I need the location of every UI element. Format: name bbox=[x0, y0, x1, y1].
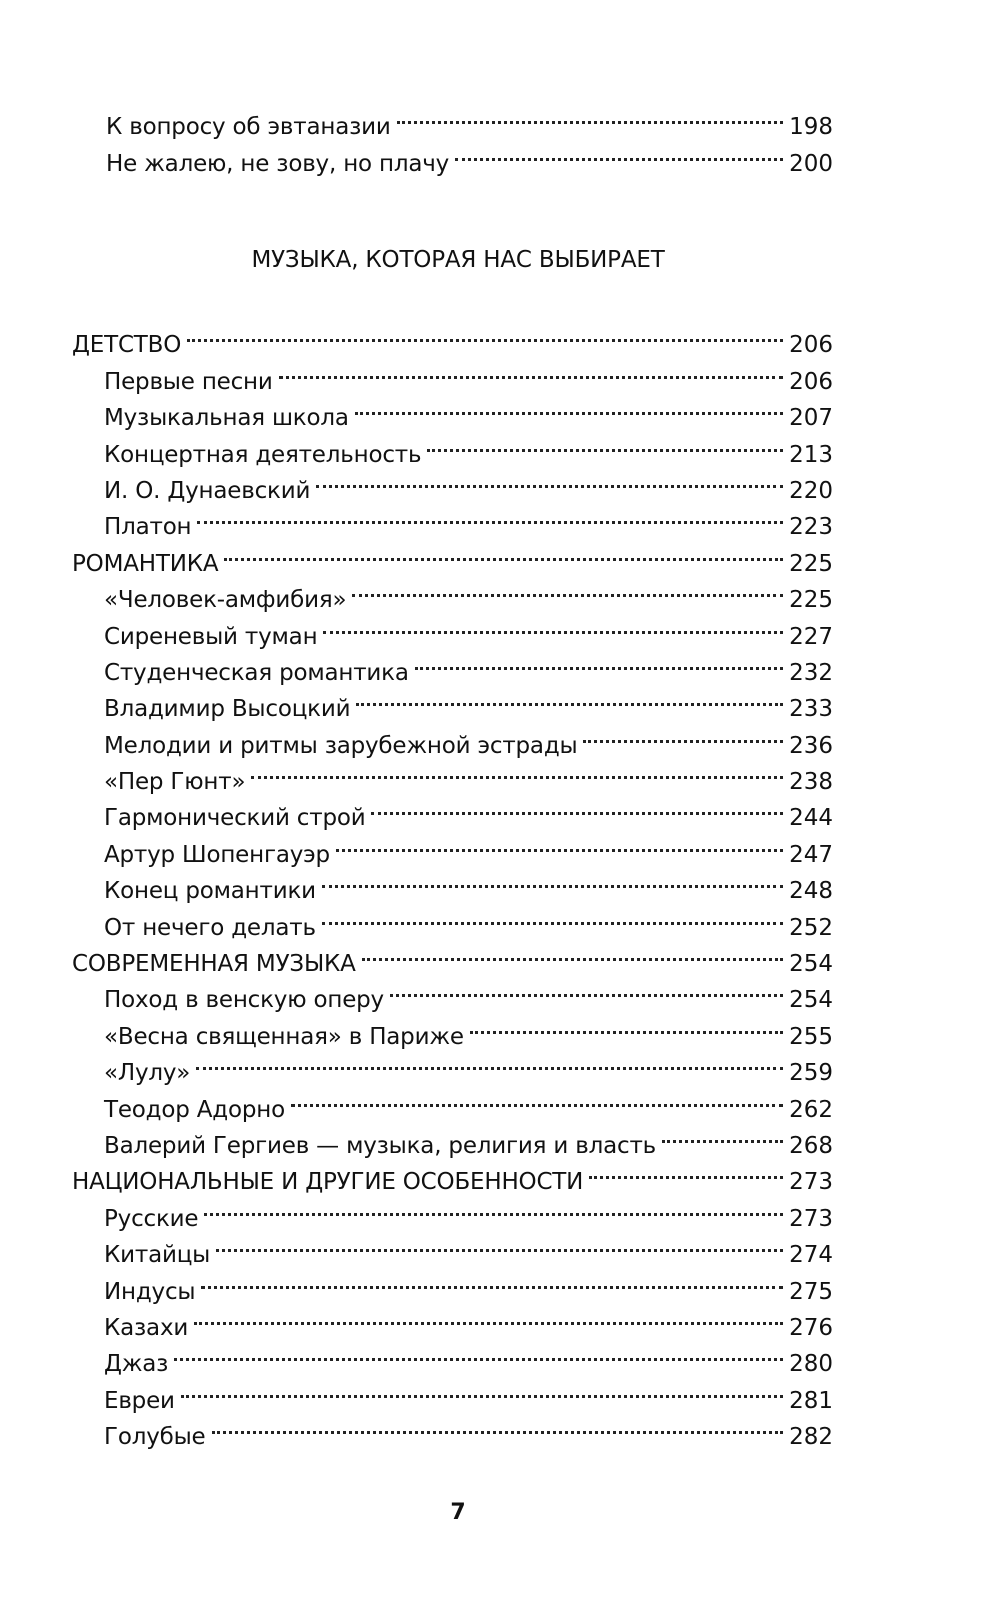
toc-entry-page: 254 bbox=[789, 951, 833, 978]
dot-leader bbox=[279, 352, 783, 388]
toc-entry-page: 268 bbox=[789, 1132, 833, 1159]
section-heading: МУЗЫКА, КОТОРАЯ НАС ВЫБИРАЕТ bbox=[251, 247, 665, 273]
toc-entry-title: Евреи bbox=[104, 1387, 175, 1414]
dot-leader bbox=[427, 425, 783, 461]
toc-entry-page: 223 bbox=[789, 514, 833, 541]
toc-entry-title: Музыкальная школа bbox=[104, 405, 349, 432]
toc-entry-title: НАЦИОНАЛЬНЫЕ И ДРУГИЕ ОСОБЕННОСТИ bbox=[72, 1169, 584, 1196]
toc-entry-page: 262 bbox=[789, 1096, 833, 1123]
toc-entry-title: «Человек-амфибия» bbox=[104, 587, 347, 614]
toc-entry-title: И. О. Дунаевский bbox=[104, 477, 311, 504]
toc-entry-page: 227 bbox=[789, 623, 833, 650]
toc-entry-page: 233 bbox=[789, 696, 833, 723]
toc-entry-page: 244 bbox=[789, 805, 833, 832]
toc-entry-title: Мелодии и ритмы зарубежной эстрады bbox=[104, 732, 578, 759]
toc-entry-page: 252 bbox=[789, 914, 833, 941]
dot-leader bbox=[216, 1226, 783, 1262]
dot-leader bbox=[371, 789, 783, 825]
toc-entry-title: «Пер Гюнт» bbox=[104, 769, 246, 796]
dot-leader bbox=[323, 607, 783, 643]
toc-entry bbox=[72, 1335, 833, 1378]
toc-entry-title: Валерий Гергиев — музыка, религия и власть bbox=[104, 1132, 657, 1159]
toc-entry bbox=[106, 98, 833, 141]
toc-entry-page: 280 bbox=[789, 1351, 833, 1378]
dot-leader bbox=[352, 571, 783, 607]
dot-leader bbox=[589, 1153, 783, 1189]
dot-leader bbox=[455, 134, 783, 170]
dot-leader bbox=[201, 1262, 783, 1298]
toc-entry-title: Сиреневый туман bbox=[104, 623, 318, 650]
dot-leader bbox=[174, 1335, 783, 1371]
toc-entry-title: Голубые bbox=[104, 1424, 206, 1451]
toc-entry-page: 206 bbox=[789, 368, 833, 395]
dot-leader bbox=[470, 1007, 783, 1043]
toc-entry-title: «Лулу» bbox=[104, 1060, 191, 1087]
dot-leader bbox=[197, 498, 783, 534]
dot-leader bbox=[212, 1408, 783, 1444]
toc-entry-page: 282 bbox=[789, 1424, 833, 1451]
toc-entry-title: Гармонический строй bbox=[104, 805, 366, 832]
toc-chapter-entry bbox=[72, 316, 833, 359]
toc-entry-title: От нечего делать bbox=[104, 914, 316, 941]
toc-entry-page: 207 bbox=[789, 405, 833, 432]
dot-leader bbox=[415, 644, 783, 680]
toc-entry-page: 281 bbox=[789, 1387, 833, 1414]
toc-entry bbox=[72, 352, 833, 395]
dot-leader bbox=[662, 1117, 783, 1153]
toc-entry-page: 259 bbox=[789, 1060, 833, 1087]
toc-entry-title: Первые песни bbox=[104, 368, 273, 395]
toc-entry-page: 206 bbox=[789, 332, 833, 359]
toc-entry-page: 225 bbox=[789, 550, 833, 577]
toc-entry-page: 255 bbox=[789, 1023, 833, 1050]
toc-entry-title: Концертная деятельность bbox=[104, 441, 422, 468]
toc-entry-title: Конец романтики bbox=[104, 878, 316, 905]
toc-entry-title: Студенческая романтика bbox=[104, 659, 409, 686]
toc-entry-page: 198 bbox=[789, 114, 833, 141]
toc-entry-page: 273 bbox=[789, 1169, 833, 1196]
dot-leader bbox=[397, 98, 783, 134]
dot-leader bbox=[224, 534, 783, 570]
toc-entry-title: РОМАНТИКА bbox=[72, 550, 219, 577]
toc-entry-title: Русские bbox=[104, 1205, 199, 1232]
toc-section-list bbox=[72, 316, 833, 1451]
dot-leader bbox=[291, 1080, 783, 1116]
toc-entry-title: Владимир Высоцкий bbox=[104, 696, 351, 723]
toc-continued-list bbox=[106, 98, 833, 177]
dot-leader bbox=[196, 1044, 783, 1080]
dot-leader bbox=[251, 753, 783, 789]
toc-entry-title: Китайцы bbox=[104, 1242, 211, 1269]
dot-leader bbox=[355, 389, 783, 425]
toc-entry bbox=[72, 1371, 833, 1414]
dot-leader bbox=[194, 1299, 783, 1335]
toc-entry-page: 254 bbox=[789, 987, 833, 1014]
dot-leader bbox=[187, 316, 783, 352]
toc-entry-title: Артур Шопенгауэр bbox=[104, 841, 330, 868]
toc-entry bbox=[72, 1408, 833, 1451]
toc-entry-page: 236 bbox=[789, 732, 833, 759]
dot-leader bbox=[336, 825, 783, 861]
dot-leader bbox=[362, 935, 783, 971]
toc-entry-page: 225 bbox=[789, 587, 833, 614]
toc-entry-page: 238 bbox=[789, 769, 833, 796]
toc-entry-page: 248 bbox=[789, 878, 833, 905]
toc-entry-page: 220 bbox=[789, 477, 833, 504]
toc-entry-page: 232 bbox=[789, 659, 833, 686]
dot-leader bbox=[181, 1371, 783, 1407]
toc-entry-title: Платон bbox=[104, 514, 192, 541]
toc-entry-title: ДЕТСТВО bbox=[72, 332, 182, 359]
toc-entry-title: Джаз bbox=[104, 1351, 169, 1378]
toc-entry-page: 273 bbox=[789, 1205, 833, 1232]
dot-leader bbox=[204, 1189, 783, 1225]
toc-entry-title: К вопросу об эвтаназии bbox=[106, 114, 391, 141]
dot-leader bbox=[390, 971, 783, 1007]
toc-entry-page: 213 bbox=[789, 441, 833, 468]
dot-leader bbox=[322, 862, 783, 898]
dot-leader bbox=[583, 716, 783, 752]
toc-entry-title: «Весна священная» в Париже bbox=[104, 1023, 464, 1050]
toc-entry-page: 274 bbox=[789, 1242, 833, 1269]
toc-entry-title: СОВРЕМЕННАЯ МУЗЫКА bbox=[72, 951, 356, 978]
page-number: 7 bbox=[450, 1500, 466, 1525]
toc-entry-title: Не жалею, не зову, но плачу bbox=[106, 150, 450, 177]
dot-leader bbox=[356, 680, 783, 716]
toc-entry-title: Индусы bbox=[104, 1278, 196, 1305]
dot-leader bbox=[316, 462, 783, 498]
toc-entry-page: 275 bbox=[789, 1278, 833, 1305]
toc-entry-title: Поход в венскую оперу bbox=[104, 987, 384, 1014]
toc-entry-page: 276 bbox=[789, 1314, 833, 1341]
dot-leader bbox=[322, 898, 783, 934]
toc-entry-page: 247 bbox=[789, 841, 833, 868]
toc-entry-title: Казахи bbox=[104, 1314, 189, 1341]
toc-entry-page: 200 bbox=[789, 150, 833, 177]
toc-entry-title: Теодор Адорно bbox=[104, 1096, 285, 1123]
